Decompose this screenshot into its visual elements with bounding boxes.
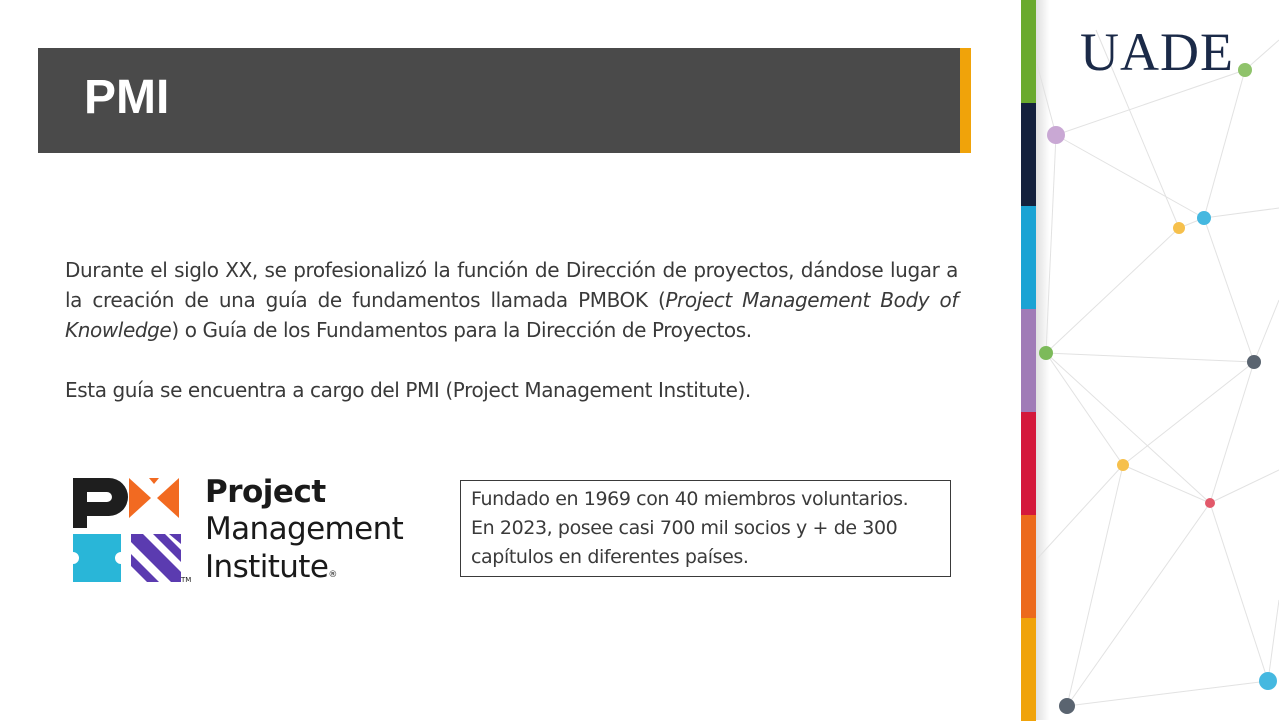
color-strip-segment — [1021, 0, 1036, 103]
pmi-logo-wordmark — [205, 474, 403, 594]
body-paragraph-2: Esta guía se encuentra a cargo del PMI (Project Management Institute). — [65, 378, 751, 402]
pmi-logo-mark — [73, 474, 198, 589]
color-strip-segment — [1021, 206, 1036, 309]
color-strip-segment — [1021, 412, 1036, 515]
pmi-logo-word-institute-text: Institute — [205, 549, 329, 585]
info-line-2: En 2023, posee casi 700 mil socios y + de 300 — [471, 517, 898, 539]
info-line-1: Fundado en 1969 con 40 miembros voluntarios. — [471, 488, 909, 510]
info-box — [460, 480, 951, 577]
uade-logo: UADE — [1080, 22, 1234, 82]
title-bar — [38, 48, 960, 153]
decorative-network-graphic — [1036, 0, 1279, 720]
body-paragraph-1-italic: Project Management Body of Knowledge — [65, 288, 959, 342]
pmi-logo — [73, 474, 433, 589]
body-paragraph-1 — [65, 255, 958, 345]
pmi-logo-word-management: Management — [205, 511, 404, 547]
pmi-logo-word-institute — [205, 548, 403, 594]
color-strip-segment — [1021, 103, 1036, 206]
body-paragraph-1-start: Durante el siglo XX, se profesionalizó la función de Dirección de proyectos, dándose lugar a la creación de una guía de fundamentos llamada PMBOK ( — [65, 258, 958, 312]
slide-body — [65, 255, 958, 405]
info-line-3: capítulos en diferentes países. — [471, 546, 749, 568]
pmi-logo-trademark: TM — [181, 576, 192, 584]
color-strip-segment — [1021, 309, 1036, 412]
color-strip-segment — [1021, 618, 1036, 721]
pmi-logo-registered: ® — [328, 570, 337, 580]
title-accent-bar — [960, 48, 971, 153]
color-strip-segment — [1021, 515, 1036, 618]
body-paragraph-1-end: ) o Guía de los Fundamentos para la Dirección de Proyectos. — [171, 318, 752, 342]
color-strip — [1021, 0, 1036, 720]
pmi-logo-word-project: Project — [205, 474, 326, 510]
slide-title: PMI — [84, 71, 170, 124]
